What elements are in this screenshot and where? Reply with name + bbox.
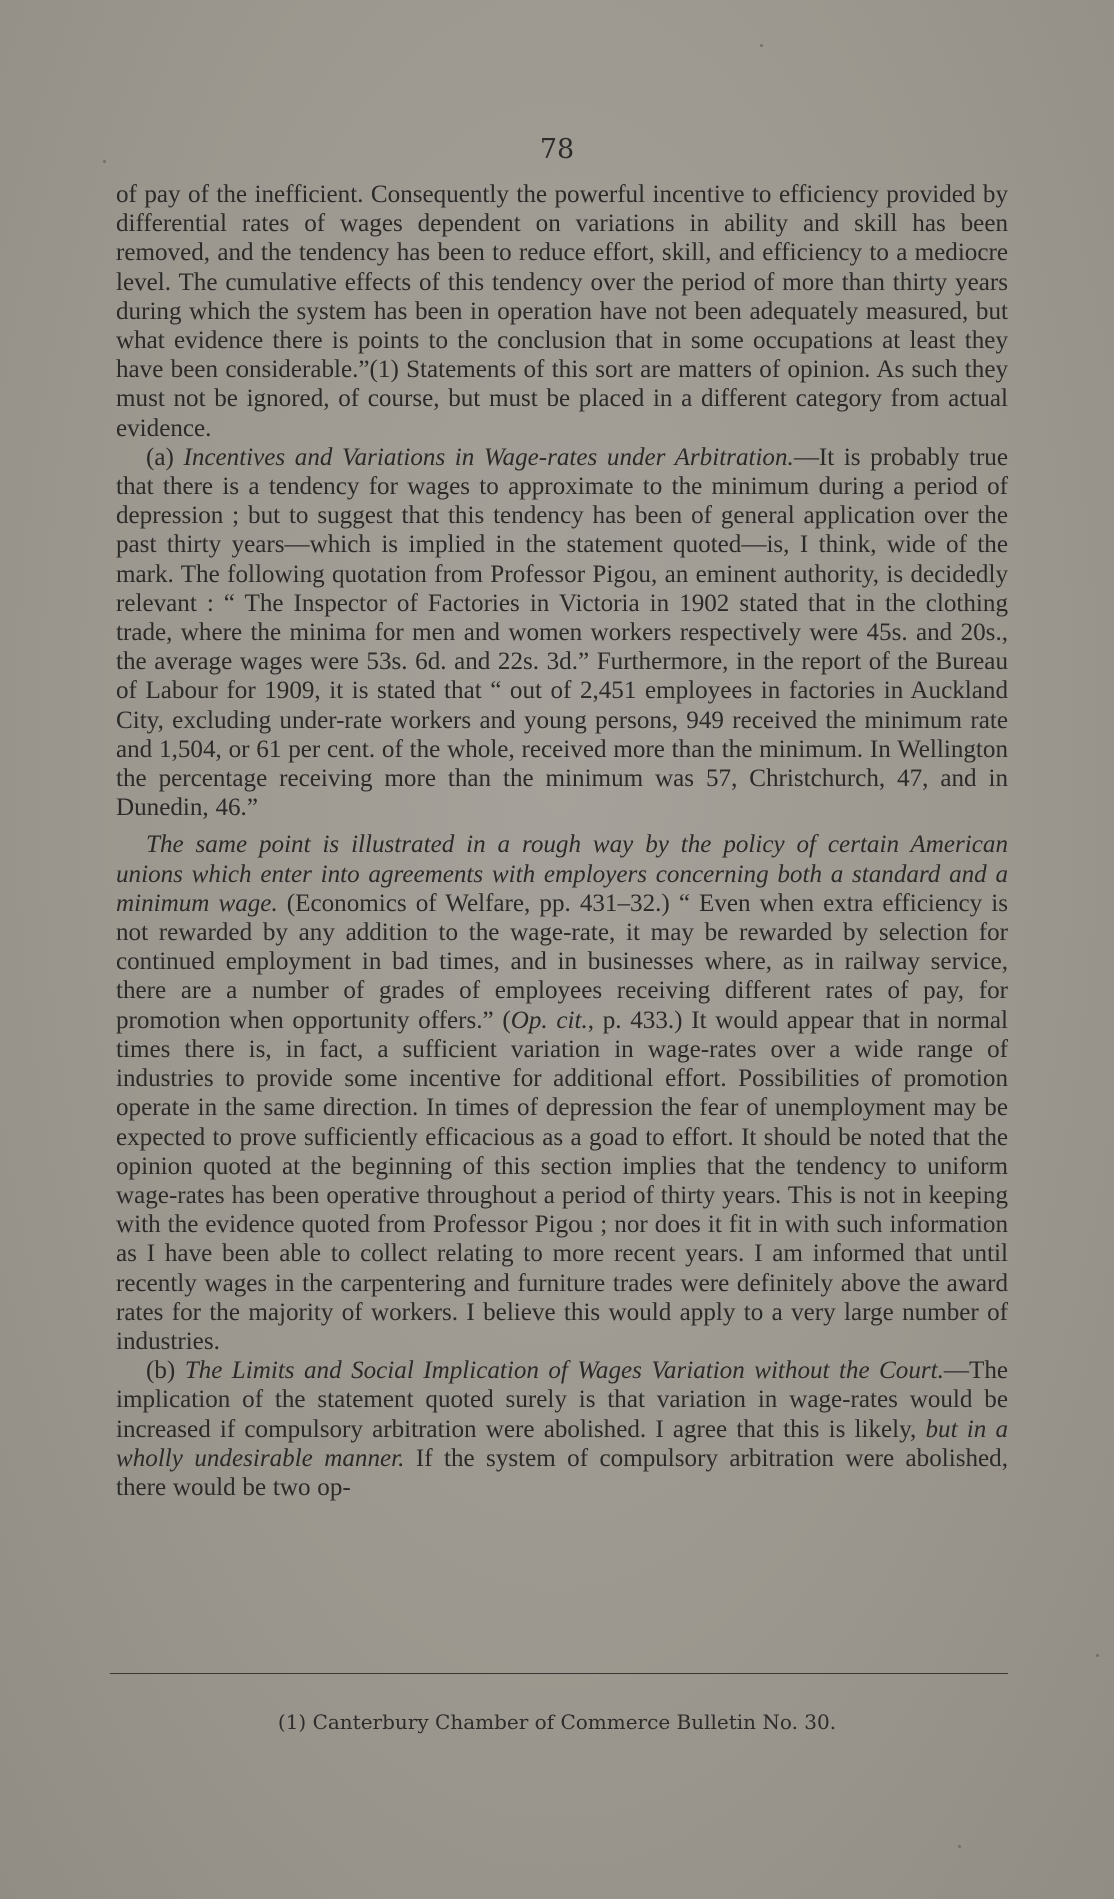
paragraph-continuation: of pay of the inefficient. Consequently the powerful incentive to efficiency provided by differential rates of wages dependent on variations in ability and skill has been removed, and the tendency has been to reduce effort, skill, and efficiency to a mediocre level. The cumulative effects of this tendency over the period of more than thirty years during which the system has been in operation have not been adequately measured, but what evidence there is points to the conclusion that in some occupations at least they have been considerable.”(1) Statements of this sort are matters of opinion. As such they must not be ignored, of course, but must be placed in a different category from actual evidence. <box>116 181 1008 442</box>
paragraph-limits-text-a: —The implication of the statement quoted surely is that variation in wage-rates would be increased if compulsory arbitration were abolished. I agree that this is likely, <box>116 1357 1008 1443</box>
footnote: (1) Canterbury Chamber of Commerce Bulletin No. 30. <box>277 1710 837 1734</box>
paper-speck <box>958 1845 961 1848</box>
paragraph-incentives-text: —It is probably true that there is a tendency for wages to approximate to the minimum during a period of depression ; but to suggest that this tendency has been of general application over the past thirty years—which is implied in the statement quoted—is, I think, wide of the mark. The following quotation from Professor Pigou, an eminent authority, is decidedly relevant : “ The Inspector of Factories in Victoria in 1902 stated that in the clothing trade, where the minima for men and women workers respectively were 45s. and 20s., the average wages were 53s. 6d. and 22s. 3d.” Furthermore, in the report of the Bureau of Labour for 1909, it is stated that “ out of 2,451 employees in factories in Auckland City, excluding under-rate workers and young persons, 949 received the minimum rate and 1,504, or 61 per cent. of the whole, received more than the minimum. In Wellington the percentage receiving more than the minimum was 57, Christchurch, 47, and in Dunedin, 46.” <box>116 443 1008 822</box>
section-label-a: (a) <box>146 443 174 471</box>
page-number: 78 <box>539 134 575 165</box>
paragraph-american-unions-text-a: (Economics of Welfare, pp. 431–32.) “ Even when extra efficiency is not rewarded by any addition to the wage-rate, it may be rewarded by selection for continued employment in bad times, and in businesses where, as in railway service, there are a number of grades of employees receiving different rates of pay, for promotion when opportunity offers.” ( <box>116 889 1008 1034</box>
paragraph-american-unions-text-b: , p. 433.) It would appear that in normal times there is, in fact, a sufficient variation in wage-rates over a wide range of industries to provide some incentive for additional effort. Possibilities of promotion operate in the same direction. In times of depression the fear of unemployment may be expected to prove sufficiently efficacious as a goad to effort. It should be noted that the opinion quoted at the beginning of this section implies that the tendency to uniform wage-rates has been operative throughout a period of thirty years. This is not in keeping with the evidence quoted from Professor Pigou ; nor does it fit in with such information as I have been able to collect relating to more recent years. I am informed that until recently wages in the carpentering and furniture trades were definitely above the award rates for the majority of workers. I believe this would apply to a very large number of industries. <box>116 1006 1008 1355</box>
paragraph-incentives <box>116 443 1008 823</box>
section-label-b: (b) <box>146 1357 176 1385</box>
paragraph-american-unions <box>116 830 1008 1356</box>
section-heading-limits: The Limits and Social Implication of Wages Variation without the Court. <box>184 1357 944 1385</box>
op-cit-citation: Op. cit. <box>510 1006 588 1034</box>
paper-speck <box>1096 1654 1099 1657</box>
footnote-divider <box>110 1673 1008 1674</box>
section-heading-incentives: Incentives and Variations in Wage-rates under Arbitration. <box>183 443 794 471</box>
italic-undesirable-manner: but in a wholly undesirable manner. <box>116 1415 1008 1472</box>
paper-speck <box>760 44 763 47</box>
paragraph-limits-text-b: If the system of compulsory arbitration were abolished, there would be two op- <box>116 1444 1008 1501</box>
italic-quote-american-unions: The same point is illustrated in a rough way by the policy of certain American unions which enter into agreements with employers concerning both a standard and a minimum wage. <box>116 831 1008 917</box>
paper-speck <box>103 160 106 163</box>
body-text <box>116 180 1008 1502</box>
paragraph-limits <box>116 1356 1008 1502</box>
